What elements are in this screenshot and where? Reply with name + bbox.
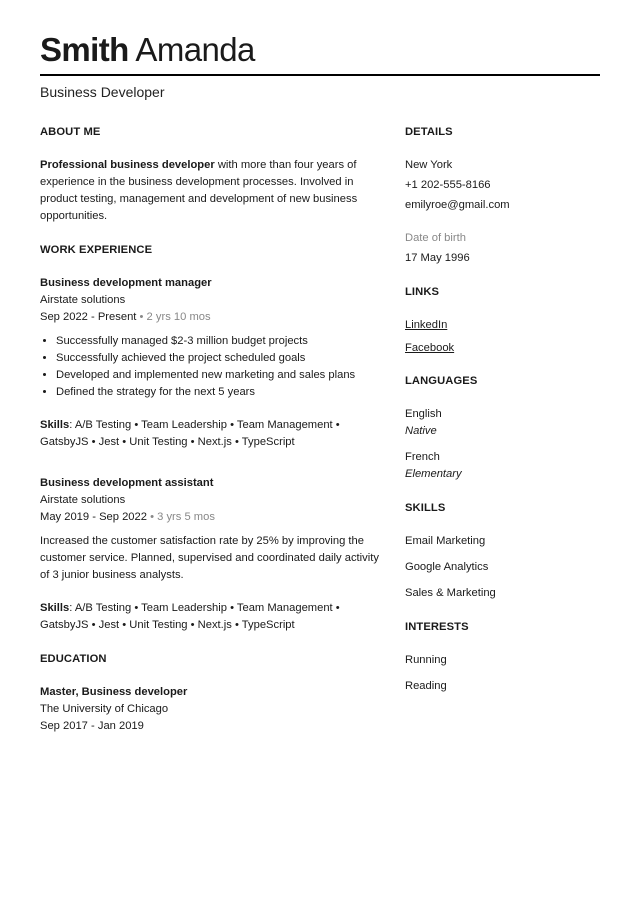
detail-phone: +1 202-555-8166 <box>405 179 491 191</box>
list-item: • Successfully managed $2-3 million budget projects <box>56 333 385 350</box>
job-title-2: Business development assistant <box>40 477 214 489</box>
detail-city: New York <box>405 159 453 171</box>
detail-email: emilyroe@gmail.com <box>405 199 510 211</box>
list-item: • Developed and implemented new marketing and sales plans <box>56 367 385 384</box>
interest-item: Running <box>405 654 447 666</box>
job-entry-1 <box>40 275 385 451</box>
dob-value: 17 May 1996 <box>405 252 470 264</box>
language-name: French <box>405 451 440 463</box>
language-level: Native <box>405 425 437 437</box>
education-dates: Sep 2017 - Jan 2019 <box>40 720 144 732</box>
link-facebook[interactable]: Facebook <box>405 342 455 354</box>
side-column <box>405 124 600 695</box>
job-title-1: Business development manager <box>40 277 212 289</box>
links-heading: LINKS <box>405 286 440 298</box>
job-company-2: Airstate solutions <box>40 494 126 506</box>
skill-item: Sales & Marketing <box>405 587 496 599</box>
main-column <box>40 124 385 735</box>
about-lead: Professional business developer <box>40 159 215 171</box>
work-heading: WORK EXPERIENCE <box>40 244 153 256</box>
job-description-2: Increased the customer satisfaction rate by 25% by improving the customer service. Planned, supervised and coordinated daily activity of 3 junior business analysts. <box>40 535 379 581</box>
about-body: with more than four years of experience in the business development processes. Involved in product testing, management and development of new business opportunities. <box>40 159 358 222</box>
interest-item: Reading <box>405 680 447 692</box>
job-company-1: Airstate solutions <box>40 294 126 306</box>
about-heading: ABOUT ME <box>40 126 101 138</box>
job-skills-1: Skills: A/B Testing • Team Leadership • Team Management • GatsbyJS • Jest • Unit Testing • Next.js • TypeScript <box>40 419 340 448</box>
education-school: The University of Chicago <box>40 703 169 715</box>
job-entry-2 <box>40 475 385 634</box>
skills-heading: SKILLS <box>405 502 446 514</box>
full-name <box>40 30 600 70</box>
job-title: Business Developer <box>40 84 165 100</box>
resume-header <box>40 30 600 70</box>
language-name: English <box>405 408 442 420</box>
last-name: Smith <box>40 31 129 68</box>
about-text <box>40 157 385 225</box>
list-item: • Successfully achieved the project scheduled goals <box>56 350 385 367</box>
header-divider <box>40 74 600 76</box>
job-bullets-1 <box>40 333 385 401</box>
dob-label: Date of birth <box>405 232 466 244</box>
job-duration-2: • 3 yrs 5 mos <box>146 511 215 523</box>
education-heading: EDUCATION <box>40 653 107 665</box>
skill-item: Email Marketing <box>405 535 486 547</box>
job-duration-1: • 2 yrs 10 mos <box>136 311 211 323</box>
link-linkedin[interactable]: LinkedIn <box>405 319 448 331</box>
first-name: Amanda <box>135 31 255 68</box>
job-dates-2: May 2019 - Sep 2022 • 3 yrs 5 mos <box>40 511 215 523</box>
education-degree: Master, Business developer <box>40 686 188 698</box>
job-dates-1: Sep 2022 - Present • 2 yrs 10 mos <box>40 311 211 323</box>
education-entry <box>40 684 385 735</box>
interests-heading: INTERESTS <box>405 621 469 633</box>
list-item: • Defined the strategy for the next 5 years <box>56 384 385 401</box>
languages-heading: LANGUAGES <box>405 375 478 387</box>
job-skills-2: Skills: A/B Testing • Team Leadership • Team Management • GatsbyJS • Jest • Unit Testing • Next.js • TypeScript <box>40 602 340 631</box>
language-level: Elementary <box>405 468 462 480</box>
skill-item: Google Analytics <box>405 561 489 573</box>
details-heading: DETAILS <box>405 126 453 138</box>
